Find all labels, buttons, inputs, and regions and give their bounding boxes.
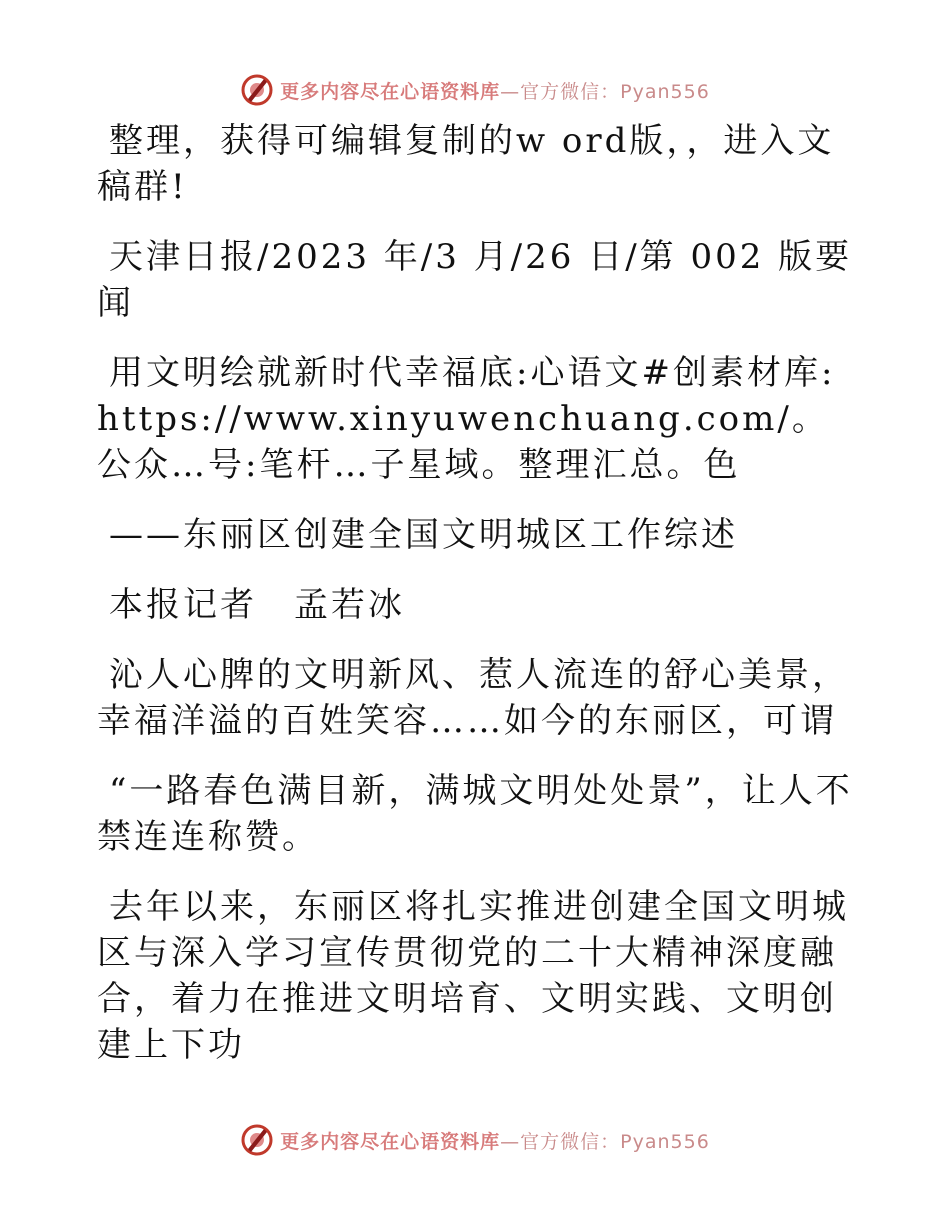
watermark-sub-text: —官方微信：Pyan556 bbox=[500, 1130, 710, 1153]
paragraph-source-line: 天津日报/2023 年/3 月/26 日/第 002 版要闻 bbox=[97, 237, 853, 323]
paragraph-body-3: 去年以来，东丽区将扎实推进创建全国文明城区与深入学习宣传贯彻党的二十大精神深度融合，着力在推进文明培育、文明实践、文明创建上下功 bbox=[97, 887, 849, 1065]
header-watermark bbox=[0, 70, 950, 110]
watermark-main-text: 更多内容尽在心语资料库 bbox=[280, 80, 501, 103]
paragraph-intro: 整理，获得可编辑复制的w ord版，，进入文稿群! bbox=[97, 121, 835, 207]
paragraph-body-1: 沁人心脾的文明新风、惹人流连的舒心美景，幸福洋溢的百姓笑容……如今的东丽区，可谓 bbox=[97, 655, 849, 741]
watermark-main-text: 更多内容尽在心语资料库 bbox=[280, 1130, 501, 1153]
paragraph-body-2: “一路春色满目新，满城文明处处景”，让人不禁连连称赞。 bbox=[97, 771, 853, 857]
paragraph-byline: 本报记者 孟若冰 bbox=[109, 585, 405, 625]
paragraph-headline: 用文明绘就新时代幸福底:心语文#创素材库:https://www.xinyuwenchuang.com/。公众…号:笔杆…子星域。整理汇总。色 bbox=[97, 353, 836, 485]
paragraph-subtitle: ——东丽区创建全国文明城区工作综述 bbox=[109, 515, 738, 555]
quill-logo-icon bbox=[240, 1123, 274, 1157]
document-body bbox=[97, 118, 857, 1092]
watermark-sub-text: —官方微信：Pyan556 bbox=[500, 80, 710, 103]
footer-watermark bbox=[0, 1120, 950, 1160]
quill-logo-icon bbox=[240, 73, 274, 107]
